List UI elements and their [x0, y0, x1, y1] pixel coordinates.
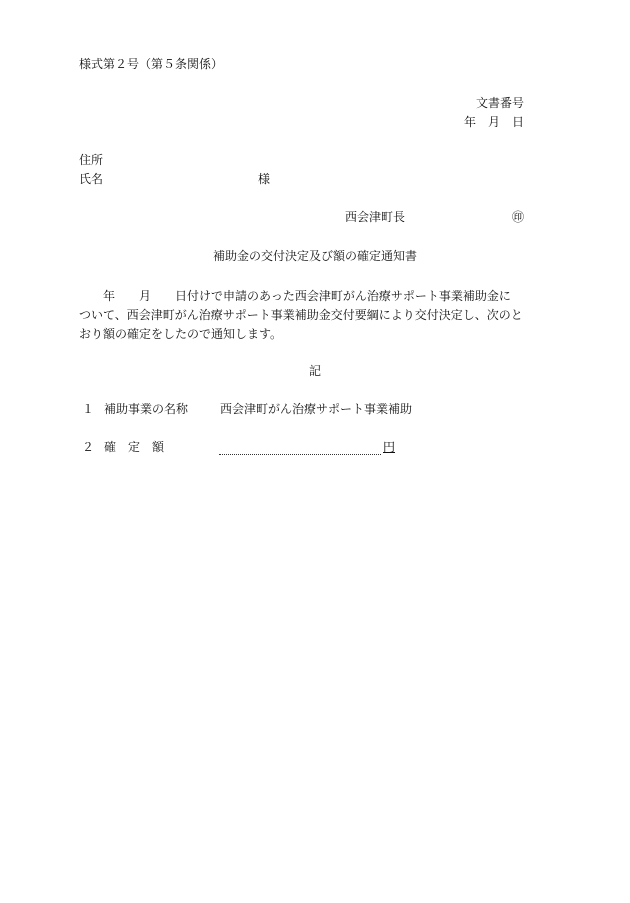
ki-heading: 記 — [308, 364, 321, 378]
amount-blank-line — [219, 440, 381, 455]
item-1-number: １ — [82, 402, 95, 416]
date-line: 年 月 日 — [463, 115, 524, 129]
address-label: 住所 — [79, 153, 104, 167]
item-1-label: 補助事業の名称 — [104, 402, 189, 416]
item-1-value: 西会津町がん治療サポート事業補助 — [220, 402, 413, 416]
mayor-title: 西会津町長 — [345, 210, 406, 224]
body-line-2: ついて、西会津町がん治療サポート事業補助金交付要綱により交付決定し、次のと — [79, 308, 523, 322]
honorific: 様 — [258, 172, 271, 186]
body-paragraph — [79, 287, 551, 344]
body-line-3: おり額の確定をしたので通知します。 — [79, 327, 283, 341]
document-title: 補助金の交付決定及び額の確定通知書 — [212, 249, 417, 263]
body-line-1: 年 月 日付けで申請のあった西会津町がん治療サポート事業補助金に — [79, 289, 511, 303]
form-number: 様式第２号（第５条関係） — [79, 57, 224, 71]
name-label: 氏名 — [79, 172, 104, 186]
seal-mark: ㊞ — [512, 210, 525, 224]
item-2-unit: 円 — [383, 440, 396, 454]
item-2-label: 確 定 額 — [104, 440, 165, 454]
item-2-number: ２ — [82, 440, 95, 454]
document-number-label: 文書番号 — [475, 96, 524, 110]
